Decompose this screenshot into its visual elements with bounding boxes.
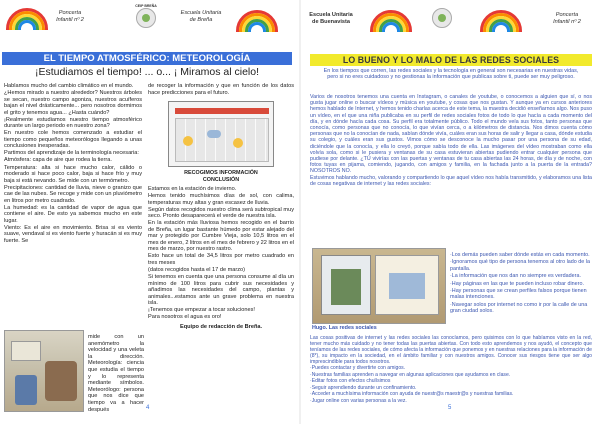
paragraph: ¿Hemos mirado a nuestro alrededor? Nuestros árboles se secan, nuestro campo agoniza, nuestros acuíferos bajan el nivel drásticamente... pero nosotros dormimos el grito y tenemos agua... ¿Hasta cuándo?	[4, 90, 142, 116]
paragraph: Esto hace un total de 34,5 litros por metro cuadrado en tres meses	[148, 253, 294, 266]
section-heading-conclusion: CONCLUSIÓN	[202, 177, 240, 183]
right-header-school: Escuela Unitaria de Breña	[180, 10, 222, 23]
paragraph: Temperatura: alta si hace mucho calor, cálido o moderado si hace poco calor, baja si hace frío y muy baja si está nevando. Se mide con un termómetro.	[4, 164, 142, 184]
paragraph: Precipitaciones: cantidad de lluvia, nieve o granizo que cae de las nubes. Se recoge y mide con un pluviómetro en litros por metro cuadrado.	[4, 184, 142, 204]
page-number: 4	[146, 405, 150, 411]
section-heading-info: RECOGIMOS INFORMACIÓN	[184, 170, 258, 176]
list-item: ·La información que nos dan no siempre es verdadera.	[450, 273, 581, 280]
list-item: ·Puedes contactar y divertirte con amigos.	[310, 365, 406, 372]
intro-text: En los tiempos que corren, las redes sociales y la tecnología en general son necesarias en nuestras vidas, pero si no eres cuidadoso y no gestionas la información que publicas sobre ti, puede ser muy peligroso.	[323, 68, 579, 81]
rainbow-icon	[6, 8, 48, 30]
page-title: EL TIEMPO ATMOSFÉRICO: METEOROLOGÍA	[2, 52, 292, 65]
paragraph: Hemos tenido muchísimos días de sol, con calima, temperaturas muy altas y gran escasez de lluvia.	[148, 193, 294, 206]
list-item: ·Editar fotos con efectos chulísimos	[310, 378, 391, 385]
left-col2-body	[148, 186, 294, 331]
paragraph: Estamos en la estación de invierno.	[148, 186, 237, 192]
page-subtitle: ¡Estudiamos el tiempo! ... o... ¡ Miramos al cielo!	[34, 66, 260, 78]
paragraph: de recoger la información y que en función de los datos hace predicciones para el futuro.	[148, 83, 294, 96]
school-logo-icon	[136, 8, 156, 28]
left-header-school: Poncerta Infantil nº 2	[56, 10, 84, 23]
page-title: LO BUENO Y LO MALO DE LAS REDES SOCIALES	[310, 54, 592, 66]
paragraph: En nuestro cole hemos comenzado a estudiar el tiempo como pequeños meteorólogos llegando a unas conclusiones inesperadas.	[4, 130, 142, 150]
paragraph: Estuvimos hablando mucho, valorando y compartiendo lo que aquel vídeo nos había transmitido, y elaboramos una lista de cosas negativas de internet y las redes sociales:	[310, 175, 592, 188]
rainbow-icon	[480, 10, 522, 32]
paragraph: Para nosotros el agua es oro!	[148, 314, 222, 321]
list-item: ·Hay páginas en las que te pueden incluso robar dinero.	[450, 280, 584, 287]
paragraph: Viento: Es el aire en movimiento. Brisa si es viento suave, vendaval si es viento fuerte y huracán si es muy fuerte. Se	[4, 224, 142, 244]
school-logo-icon	[432, 8, 452, 28]
left-col1-lower: mide con un anemómetro la velocidad y una veleta la dirección. Meteorología: ciencia que estudia el tiempo y lo representa mediante símbolos. Meteorólogo: persona que nos dice que tiempo va a hacer después	[88, 334, 144, 413]
left-col2	[148, 83, 294, 97]
signature: Equipo de redacción de Breña.	[179, 323, 263, 330]
rainbow-icon	[236, 10, 278, 32]
paragraph: Atmósfera: capa de aire que rodea la tierra.	[4, 157, 112, 164]
right-header	[300, 0, 600, 46]
paragraph: Varios de nosotros tenemos una cuenta en Instagram, o canales de youtube, o conocemos a alguien que sí, o nos gusta jugar online o buscar vídeos y música en youtube, y cosas que nos gustan. Y aunque ya en cursos anteriores hemos hablado de Internet, y hemos tenido charlas acerca de este tema, la maestra decidió enseñarnos algo. Nos puso un vídeo, en el que una niña publicaba en su perfil de redes sociales fotos de todo lo que hacía a cada momento del día, y en dónde hacía cada cosa. Su perfil era totalmente público. Todo el mundo veía sus fotos, tanto personas que conocía, como personas que no conocía, lo que vivían cerca, o a kilómetros de distancia. Nos dimos cuenta cómo personas que no la conocían de nada, sabían dónde vivía, cuáles eran sus horas de salir y llegar a casa, dónde estudia su colegio, y cuáles eran sus gustos. Vimos cómo se desconoce la mucho pasar por una persona de su edad, diciéndole que la conocía, y ella lo creyó, porque sabía todo de ella. Las imágenes del vídeo mostraban como ella volvía sola, como si le pusiera y ventanas de su casa estuvieran abiertas pudiendo entrar cualquier persona que pudiese por delante. ¿TÚ vivirías con las puertas y ventanas de tu casa abiertas las 24 horas, de día y de noche, con fotos tuyas en pijama, comiendo, jugando, con amigos y familia, en la fachada junto a la puerta de la entrada? NOSOTROS NO.	[310, 94, 592, 175]
school-logo-text: CEIP BREÑA	[135, 4, 157, 8]
left-header	[0, 0, 300, 46]
right-page	[300, 0, 600, 424]
weather-chart-image	[168, 101, 274, 167]
paragraph: La humedad: es la cantidad de vapor de agua que contiene el aire. De esto ya sabemos mucho en este lugar.	[4, 204, 142, 224]
list-item: ·Hay personas que se crean perfiles falsos porque tienen malas intenciones.	[450, 288, 587, 301]
main-text	[310, 94, 592, 188]
paragraph: (datos recogidos hasta el 17 de marzo)	[148, 266, 246, 273]
paragraph: Si tenemos en cuenta que una persona consume al día un mínimo de 100 litros para cubrir sus necesidades y añadimos las necesidades del campo, plantas y animales...estamos ante un grave problema en nuestra isla.	[148, 274, 294, 307]
list-item: ·Seguir aprendiendo durante un confinamiento.	[310, 384, 417, 391]
paragraph: Hablamos mucho del cambio climático en el mundo.	[4, 83, 134, 89]
right-header-school: Poncerta Infantil nº 2	[553, 12, 581, 25]
paragraph: Partimos del aprendizaje de la terminología necesaria:	[4, 150, 139, 157]
list-item: ·Los demás pueden saber dónde estás en cada momento.	[450, 252, 590, 258]
paragraph: Las cosas positivas de internet y las redes sociales las conocíamos, pero quisimos con lo que habíamos visto en la red, tener mucho más cuidado y no tener todas las puertas abiertas. Con todo esto aprendemos y nos ayudó, el concepto que teníamos de las redes sociales, de cómo afecta la información que ponemos y en nuestras relaciones para la información de (8*), su impacto en la sociedad, en el ámbito familiar y con nuestros amigos. Conocer sus riesgos tiene que ser algo imprescindible para todos nosotros.	[310, 335, 592, 365]
paragraph: En la estación más lluviosa hemos recogido en el barrio de Breña, un lugar bastante húmedo por estar alejado del mar y protegido por Cumbre Vieja, solo 10,5 litros en el mes de enero, 2 litros en el mes de febrero y 22 litros en el mes de marzo, por nuestro rastro.	[148, 220, 294, 253]
left-header-school: Escuela Unitaria de Buenavista	[309, 12, 353, 25]
list-item: ·Nuestras familias aprenden a navegar en algunas aplicaciones que ayudamos en clase.	[310, 371, 511, 378]
photo-caption: Hugo. Las redes sociales	[312, 325, 377, 331]
student-drawing-photo	[312, 248, 446, 324]
list-item: ·Acceder a muchísima información con ayuda de nuestr@s maestr@s y nuestras familias.	[310, 391, 514, 398]
rainbow-icon	[370, 10, 412, 32]
list-item: ·Jugar online con varias personas a la vez.	[310, 397, 407, 404]
classroom-photo	[4, 330, 84, 412]
left-col1	[4, 83, 142, 245]
page-number: 5	[448, 405, 452, 411]
paragraph: ¡Realmente estudiamos nuestro tiempo atmosférico durante un largo periodo en nuestro zona?	[4, 116, 142, 130]
paragraph: ¡Tenemos que empezar a tocar soluciones!	[148, 307, 255, 314]
negatives-list	[450, 252, 592, 316]
paragraph: Según datos recogidos nuestro clima será subtropical muy seco. Pronto desaparecerá el verde de nuestra isla.	[148, 206, 294, 220]
bottom-text	[310, 336, 592, 405]
list-item: ·Navegar solos por internet no como ir por la calle de una gran ciudad solos.	[450, 301, 588, 315]
list-item: ·Ignoramos qué tipo de persona tenemos al otro lado de la pantalla.	[450, 259, 590, 272]
